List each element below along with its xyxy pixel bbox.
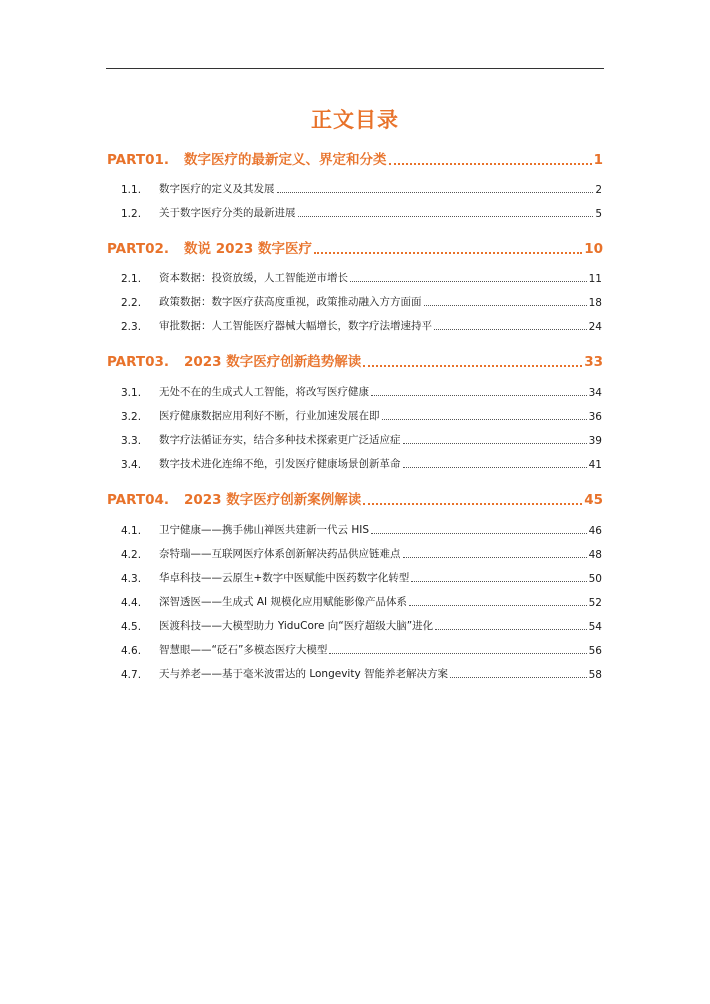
- dot-leader: [411, 581, 586, 582]
- toc-item-4-6[interactable]: [121, 641, 602, 657]
- page-number: 54: [588, 621, 602, 633]
- item-number: 2.2.: [121, 297, 142, 309]
- part-number: PART02.: [107, 241, 170, 257]
- part-number: PART03.: [107, 354, 170, 370]
- toc-item-2-3[interactable]: [121, 317, 602, 333]
- page-number: 36: [588, 411, 602, 423]
- toc-item-4-5[interactable]: [121, 617, 602, 633]
- dot-leader: [424, 305, 587, 306]
- item-number: 1.2.: [121, 208, 142, 220]
- part-title: 2023 数字医疗创新趋势解读: [184, 354, 362, 370]
- toc-item-4-1[interactable]: [121, 521, 602, 537]
- dot-leader: [371, 533, 587, 534]
- toc-title: 正文目录: [311, 108, 399, 132]
- item-number: 3.3.: [121, 435, 142, 447]
- item-title: 数字医疗的定义及其发展: [159, 183, 275, 195]
- page-number: 11: [588, 273, 602, 285]
- item-title: 医疗健康数据应用利好不断，行业加速发展在即: [159, 410, 380, 422]
- page-number: 33: [584, 354, 603, 370]
- toc-part-02[interactable]: [107, 237, 603, 257]
- item-number: 4.2.: [121, 549, 142, 561]
- dot-leader: [363, 503, 582, 505]
- toc-item-3-4[interactable]: [121, 455, 602, 471]
- toc-part-04[interactable]: [107, 488, 603, 508]
- page-number: 48: [588, 549, 602, 561]
- dot-leader: [409, 605, 587, 606]
- item-number: 3.2.: [121, 411, 142, 423]
- part-title: 数说 2023 数字医疗: [184, 241, 312, 257]
- item-title: 深智透医——生成式 AI 规模化应用赋能影像产品体系: [159, 596, 407, 608]
- dot-leader: [435, 629, 586, 630]
- toc-part-03[interactable]: [107, 350, 603, 370]
- toc-item-3-3[interactable]: [121, 431, 602, 447]
- dot-leader: [403, 557, 587, 558]
- page-number: 39: [588, 435, 602, 447]
- dot-leader: [403, 443, 587, 444]
- dot-leader: [382, 419, 587, 420]
- toc-item-2-2[interactable]: [121, 293, 602, 309]
- part-number: PART04.: [107, 492, 170, 508]
- item-number: 3.1.: [121, 387, 142, 399]
- dot-leader: [371, 395, 587, 396]
- dot-leader: [298, 216, 594, 217]
- item-title: 审批数据：人工智能医疗器械大幅增长，数字疗法增速持平: [159, 320, 432, 332]
- item-number: 4.7.: [121, 669, 142, 681]
- page-number: 45: [584, 492, 603, 508]
- item-number: 4.1.: [121, 525, 142, 537]
- item-title: 关于数字医疗分类的最新进展: [159, 207, 296, 219]
- item-title: 医渡科技——大模型助力 YiduCore 向“医疗超级大脑”进化: [159, 620, 434, 632]
- item-number: 4.3.: [121, 573, 142, 585]
- part-title: 2023 数字医疗创新案例解读: [184, 492, 362, 508]
- page-number: 52: [588, 597, 602, 609]
- item-title: 无处不在的生成式人工智能，将改写医疗健康: [159, 386, 369, 398]
- dot-leader: [450, 677, 587, 678]
- item-title: 数字疗法循证夯实，结合多种技术探索更广泛适应症: [159, 434, 401, 446]
- toc-item-4-2[interactable]: [121, 545, 602, 561]
- item-number: 2.1.: [121, 273, 142, 285]
- item-title: 资本数据：投资放缓，人工智能逆市增长: [159, 272, 348, 284]
- toc-item-3-1[interactable]: [121, 383, 602, 399]
- page-number: 41: [588, 459, 602, 471]
- toc-item-4-3[interactable]: [121, 569, 602, 585]
- page-number: 56: [588, 645, 602, 657]
- dot-leader: [389, 163, 592, 165]
- toc-item-2-1[interactable]: [121, 269, 602, 285]
- item-title: 华卓科技——云原生+数字中医赋能中医药数字化转型: [159, 572, 410, 584]
- toc-item-1-1[interactable]: [121, 180, 602, 196]
- item-title: 政策数据：数字医疗获高度重视，政策推动融入方方面面: [159, 296, 422, 308]
- dot-leader: [277, 192, 594, 193]
- page-number: 2: [595, 184, 602, 196]
- item-number: 1.1.: [121, 184, 142, 196]
- toc-item-4-7[interactable]: [121, 665, 602, 681]
- toc-part-01[interactable]: [107, 148, 603, 168]
- toc-item-3-2[interactable]: [121, 407, 602, 423]
- part-number: PART01.: [107, 152, 170, 168]
- page-number: 10: [584, 241, 603, 257]
- dot-leader: [329, 653, 586, 654]
- page-number: 34: [588, 387, 602, 399]
- item-title: 天与养老——基于毫米波雷达的 Longevity 智能养老解决方案: [159, 668, 449, 680]
- dot-leader: [350, 281, 587, 282]
- page-number: 50: [588, 573, 602, 585]
- item-number: 4.5.: [121, 621, 142, 633]
- item-number: 4.6.: [121, 645, 142, 657]
- dot-leader: [314, 252, 582, 254]
- item-title: 智慧眼——“砭石”多模态医疗大模型: [159, 644, 328, 656]
- page-number: 24: [588, 321, 602, 333]
- item-number: 3.4.: [121, 459, 142, 471]
- toc-item-4-4[interactable]: [121, 593, 602, 609]
- page-number: 5: [595, 208, 602, 220]
- page-number: 58: [588, 669, 602, 681]
- item-number: 4.4.: [121, 597, 142, 609]
- toc-item-1-2[interactable]: [121, 204, 602, 220]
- page-number: 18: [588, 297, 602, 309]
- page-number: 46: [588, 525, 602, 537]
- item-number: 2.3.: [121, 321, 142, 333]
- item-title: 奈特瑞——互联网医疗体系创新解决药品供应链难点: [159, 548, 401, 560]
- part-title: 数字医疗的最新定义、界定和分类: [184, 152, 387, 168]
- dot-leader: [363, 365, 582, 367]
- dot-leader: [434, 329, 587, 330]
- page-number: 1: [593, 152, 603, 168]
- item-title: 数字技术进化连绵不绝，引发医疗健康场景创新革命: [159, 458, 401, 470]
- item-title: 卫宁健康——携手佛山禅医共建新一代云 HIS: [159, 524, 369, 536]
- dot-leader: [403, 467, 587, 468]
